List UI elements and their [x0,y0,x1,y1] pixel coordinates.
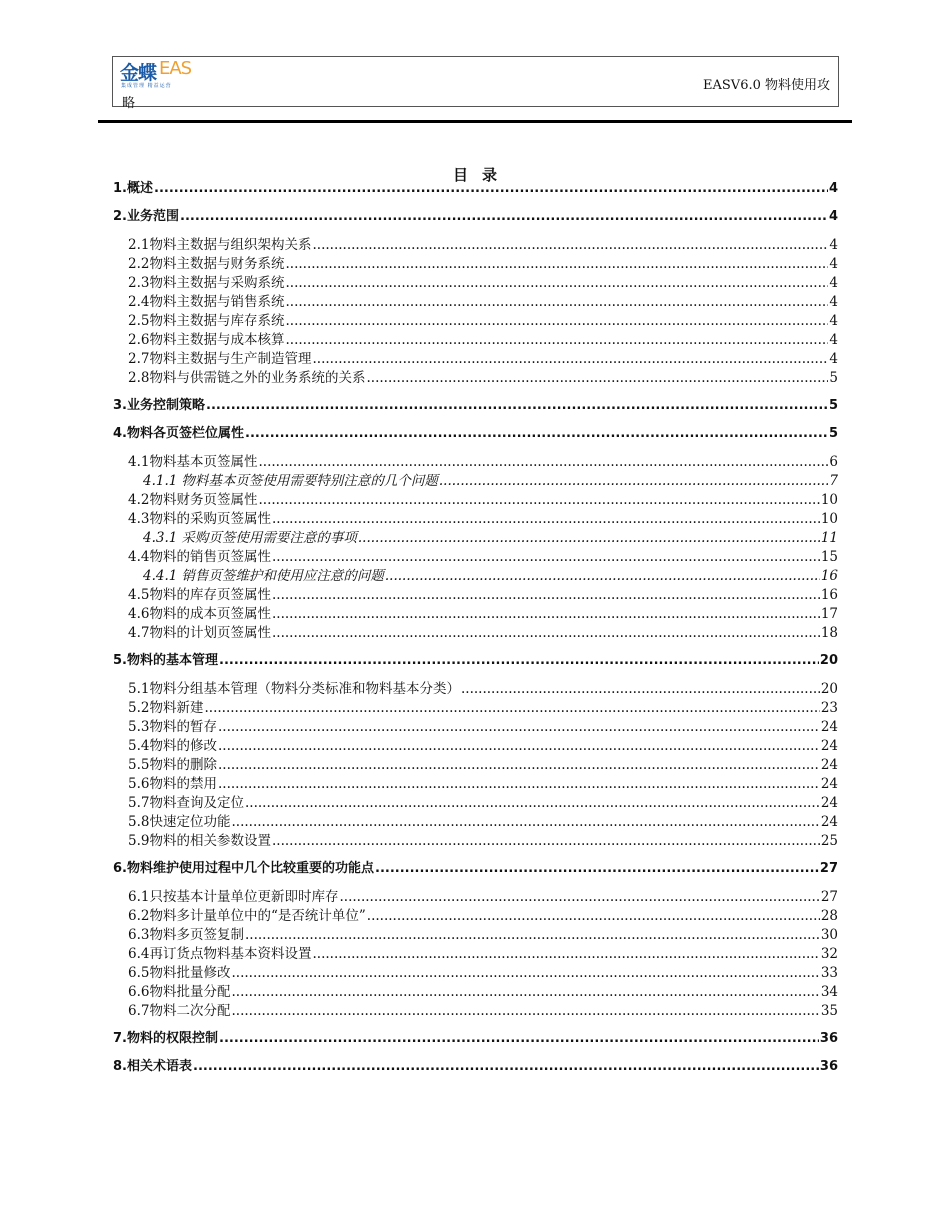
toc-entry-page-number: 24 [820,776,838,792]
dot-leader [219,652,819,670]
dot-leader [285,255,828,273]
toc-entry-number: 6.6 [128,984,150,1000]
toc-entry-page-number: 23 [820,700,838,716]
toc-entry-page-number: 33 [820,965,838,981]
toc-entry-page-number: 35 [820,1003,838,1019]
toc-entry-page-number: 36 [819,1059,838,1074]
toc-entry-label: 采购页签使用需要注意的事项 [181,530,357,546]
toc-entry-7[interactable] [113,1030,838,1048]
toc-entry-label: 物料各页签栏位属性 [126,426,244,441]
toc-entry-label: 业务范围 [126,209,179,224]
toc-entry-number: 5.7 [128,795,150,811]
dot-leader [204,699,819,717]
toc-entry-number: 4.7 [128,625,150,641]
toc-entry-6[interactable] [113,860,838,878]
toc-entry-label: 物料主数据与财务系统 [149,256,285,272]
toc-entry-6-5[interactable] [128,964,838,982]
toc-entry-5-2[interactable] [128,699,838,717]
toc-entry-page-number: 4 [829,351,838,367]
toc-entry-number: 4.1 [128,454,150,470]
toc-entry-4-3-1[interactable] [143,529,838,547]
toc-entry-page-number: 28 [820,908,838,924]
dot-leader [272,832,820,850]
toc-entry-page-number: 5 [828,426,838,441]
toc-entry-4-4-1[interactable] [143,567,838,585]
page-header [112,56,839,111]
dot-leader [366,369,828,387]
toc-entry-number: 2.5 [128,313,150,329]
dot-leader [258,453,828,471]
toc-entry-page-number: 6 [829,454,838,470]
toc-entry-label: 物料主数据与采购系统 [149,275,285,291]
toc-entry-number: 5.9 [128,833,150,849]
toc-entry-number: 2.2 [128,256,150,272]
toc-entry-number: 2.4 [128,294,150,310]
toc-entry-4-5[interactable] [128,586,838,604]
toc-entry-2-5[interactable] [128,312,838,330]
dot-leader [367,907,820,925]
toc-entry-5-4[interactable] [128,737,838,755]
toc-entry-4-1-1[interactable] [143,472,838,490]
toc-entry-label: 物料多计量单位中的“是否统计单位” [149,908,366,924]
logo-tagline: 集成管理 精益运营 [121,83,172,89]
dot-leader [245,794,820,812]
toc-entry-page-number: 27 [819,861,838,876]
logo-eas-text: EAS [159,58,192,79]
document-title: EASV6.0 物料使用攻 [703,78,830,93]
toc-entry-number: 6. [113,861,127,876]
toc-entry-1[interactable] [113,180,838,198]
dot-leader [272,605,820,623]
toc-entry-label: 物料多页签复制 [149,927,244,943]
dot-leader [245,926,820,944]
dot-leader [231,813,819,831]
toc-entry-number: 6.4 [128,946,150,962]
toc-entry-number: 7. [113,1031,127,1046]
toc-entry-6-7[interactable] [128,1002,838,1020]
toc-entry-page-number: 4 [829,256,838,272]
toc-entry-6-3[interactable] [128,926,838,944]
toc-entry-4-3[interactable] [128,510,838,528]
dot-leader [375,860,819,878]
toc-entry-number: 2. [113,209,127,224]
toc-entry-page-number: 18 [820,625,838,641]
toc-entry-number: 4.6 [128,606,150,622]
toc-entry-number: 4. [113,426,127,441]
dot-leader [231,983,819,1001]
toc-entry-label: 物料的删除 [149,757,217,773]
toc-entry-number: 4.3.1 [143,530,178,546]
toc-entry-5-1[interactable] [128,680,838,698]
toc-entry-label: 快速定位功能 [149,814,231,830]
toc-entry-page-number: 24 [820,757,838,773]
toc-entry-number: 4.2 [128,492,150,508]
toc-entry-number: 6.3 [128,927,150,943]
dot-leader [231,964,819,982]
toc-entry-number: 6.1 [128,889,150,905]
toc-entry-8[interactable] [113,1058,838,1076]
toc-entry-6-6[interactable] [128,983,838,1001]
toc-entry-2[interactable] [113,208,838,226]
toc-entry-2-1[interactable] [128,236,838,254]
toc-entry-label: 物料的暂存 [149,719,217,735]
toc-entry-4[interactable] [113,425,838,443]
toc-entry-page-number: 4 [829,294,838,310]
toc-entry-page-number: 4 [829,332,838,348]
toc-entry-6-4[interactable] [128,945,838,963]
toc-entry-page-number: 20 [820,681,838,697]
toc-entry-page-number: 4 [829,275,838,291]
toc-entry-4-7[interactable] [128,624,838,642]
toc-entry-label: 物料主数据与成本核算 [149,332,285,348]
toc-entry-6-2[interactable] [128,907,838,925]
toc-entry-number: 5.6 [128,776,150,792]
toc-entry-6-1[interactable] [128,888,838,906]
toc-entry-label: 物料主数据与库存系统 [149,313,285,329]
toc-title: 目录 [452,166,511,184]
toc-entry-page-number: 20 [819,653,838,668]
toc-entry-number: 5.4 [128,738,150,754]
dot-leader [272,510,820,528]
toc-entry-page-number: 11 [820,530,838,546]
toc-entry-page-number: 7 [829,473,838,489]
dot-leader [193,1058,819,1076]
toc-entry-label: 物料二次分配 [149,1003,231,1019]
toc-entry-number: 2.3 [128,275,150,291]
toc-entry-number: 5. [113,653,127,668]
toc-entry-label: 物料批量修改 [149,965,231,981]
dot-leader [218,756,820,774]
toc-entry-number: 8. [113,1059,127,1074]
toc-entry-label: 物料的成本页签属性 [149,606,271,622]
toc-entry-label: 物料基本页签属性 [149,454,258,470]
toc-entry-label: 物料主数据与生产制造管理 [149,351,312,367]
dot-leader [312,236,828,254]
dot-leader [272,548,820,566]
toc-entry-label: 物料的计划页签属性 [149,625,271,641]
toc-entry-label: 物料新建 [149,700,204,716]
toc-entry-page-number: 5 [828,398,838,413]
dot-leader [385,567,820,585]
dot-leader [272,624,820,642]
kingdee-eas-logo [120,57,192,91]
toc-entry-label: 概述 [126,181,153,196]
dot-leader [285,312,828,330]
toc-entry-page-number: 10 [820,492,838,508]
toc-entry-page-number: 10 [820,511,838,527]
toc-entry-page-number: 34 [820,984,838,1000]
toc-entry-label: 物料的库存页签属性 [149,587,271,603]
toc-entry-2-3[interactable] [128,274,838,292]
toc-entry-number: 6.5 [128,965,150,981]
toc-entry-2-6[interactable] [128,331,838,349]
toc-entry-label: 只按基本计量单位更新即时库存 [149,889,339,905]
toc-entry-label: 物料的基本管理 [126,653,218,668]
toc-entry-number: 2.6 [128,332,150,348]
toc-entry-5-3[interactable] [128,718,838,736]
toc-entry-label: 物料的相关参数设置 [149,833,271,849]
toc-entry-number: 4.5 [128,587,150,603]
toc-entry-2-7[interactable] [128,350,838,368]
dot-leader [461,680,820,698]
toc-entry-label: 物料的销售页签属性 [149,549,271,565]
toc-entry-4-6[interactable] [128,605,838,623]
dot-leader [358,529,820,547]
dot-leader [231,1002,819,1020]
toc-entry-label: 物料批量分配 [149,984,231,1000]
toc-entry-number: 6.7 [128,1003,150,1019]
toc-entry-4-2[interactable] [128,491,838,509]
dot-leader [439,472,829,490]
toc-entry-page-number: 27 [820,889,838,905]
toc-entry-label: 物料的权限控制 [126,1031,218,1046]
toc-entry-page-number: 16 [820,568,838,584]
toc-entry-number: 1. [113,181,127,196]
toc-entry-number: 5.2 [128,700,150,716]
toc-entry-number: 4.4.1 [143,568,178,584]
toc-entry-page-number: 24 [820,719,838,735]
toc-entry-page-number: 4 [828,181,838,196]
dot-leader [218,775,820,793]
dot-leader [180,208,828,226]
toc-entry-label: 物料维护使用过程中几个比较重要的功能点 [126,861,374,876]
toc-entry-page-number: 24 [820,795,838,811]
toc-entry-number: 4.4 [128,549,150,565]
toc-entry-page-number: 15 [820,549,838,565]
toc-entry-label: 物料的采购页签属性 [149,511,271,527]
toc-entry-page-number: 4 [829,237,838,253]
toc-entry-number: 5.8 [128,814,150,830]
dot-leader [258,491,819,509]
toc-entry-number: 2.8 [128,370,150,386]
toc-entry-number: 2.7 [128,351,150,367]
toc-entry-label: 物料查询及定位 [149,795,244,811]
toc-entry-page-number: 24 [820,814,838,830]
toc-entry-number: 6.2 [128,908,150,924]
toc-entry-5-9[interactable] [128,832,838,850]
toc-entry-number: 2.1 [128,237,150,253]
toc-entry-number: 5.5 [128,757,150,773]
toc-entry-label: 再订货点物料基本资料设置 [149,946,312,962]
toc-entry-label: 物料财务页签属性 [149,492,258,508]
dot-leader [272,586,820,604]
toc-entry-page-number: 16 [820,587,838,603]
toc-entry-label: 物料与供需链之外的业务系统的关系 [149,370,366,386]
toc-entry-page-number: 4 [829,313,838,329]
toc-entry-5-5[interactable] [128,756,838,774]
toc-entry-page-number: 17 [820,606,838,622]
dot-leader [285,331,828,349]
toc-entry-3[interactable] [113,397,838,415]
dot-leader [245,425,828,443]
toc-entry-label: 物料基本页签使用需要特别注意的几个问题 [181,473,438,489]
toc-entry-number: 3. [113,398,127,413]
toc-entry-number: 5.1 [128,681,150,697]
toc-entry-label: 物料的修改 [149,738,217,754]
toc-entry-2-4[interactable] [128,293,838,311]
toc-entry-label: 物料分组基本管理（物料分类标准和物料基本分类） [149,681,460,697]
toc-entry-page-number: 32 [820,946,838,962]
toc-entry-page-number: 24 [820,738,838,754]
toc-entry-page-number: 36 [819,1031,838,1046]
toc-entry-5-6[interactable] [128,775,838,793]
toc-entry-label: 物料主数据与组织架构关系 [149,237,312,253]
dot-leader [219,1030,819,1048]
dot-leader [312,350,828,368]
toc-entry-page-number: 25 [820,833,838,849]
toc-entry-label: 业务控制策略 [126,398,205,413]
dot-leader [285,293,828,311]
toc-entry-4-1[interactable] [128,453,838,471]
toc-entry-label: 相关术语表 [126,1059,192,1074]
document-title-wrap: 略 [122,96,136,111]
dot-leader [285,274,828,292]
toc-entry-number: 4.1.1 [143,473,178,489]
dot-leader [154,180,828,198]
dot-leader [218,737,820,755]
toc-entry-5-7[interactable] [128,794,838,812]
dot-leader [218,718,820,736]
toc-entry-2-8[interactable] [128,369,838,387]
toc-entry-page-number: 4 [828,209,838,224]
toc-entry-5[interactable] [113,652,838,670]
toc-entry-5-8[interactable] [128,813,838,831]
toc-entry-number: 4.3 [128,511,150,527]
dot-leader [206,397,828,415]
toc-entry-page-number: 5 [829,370,838,386]
toc-entry-label: 销售页签维护和使用应注意的问题 [181,568,384,584]
toc-entry-4-4[interactable] [128,548,838,566]
toc-entry-2-2[interactable] [128,255,838,273]
toc-entry-number: 5.3 [128,719,150,735]
logo-chinese-text: 金蝶 [120,62,157,84]
dot-leader [339,888,819,906]
dot-leader [312,945,819,963]
toc-entry-label: 物料主数据与销售系统 [149,294,285,310]
toc-entry-page-number: 30 [820,927,838,943]
header-rule [98,120,852,123]
toc-entry-label: 物料的禁用 [149,776,217,792]
